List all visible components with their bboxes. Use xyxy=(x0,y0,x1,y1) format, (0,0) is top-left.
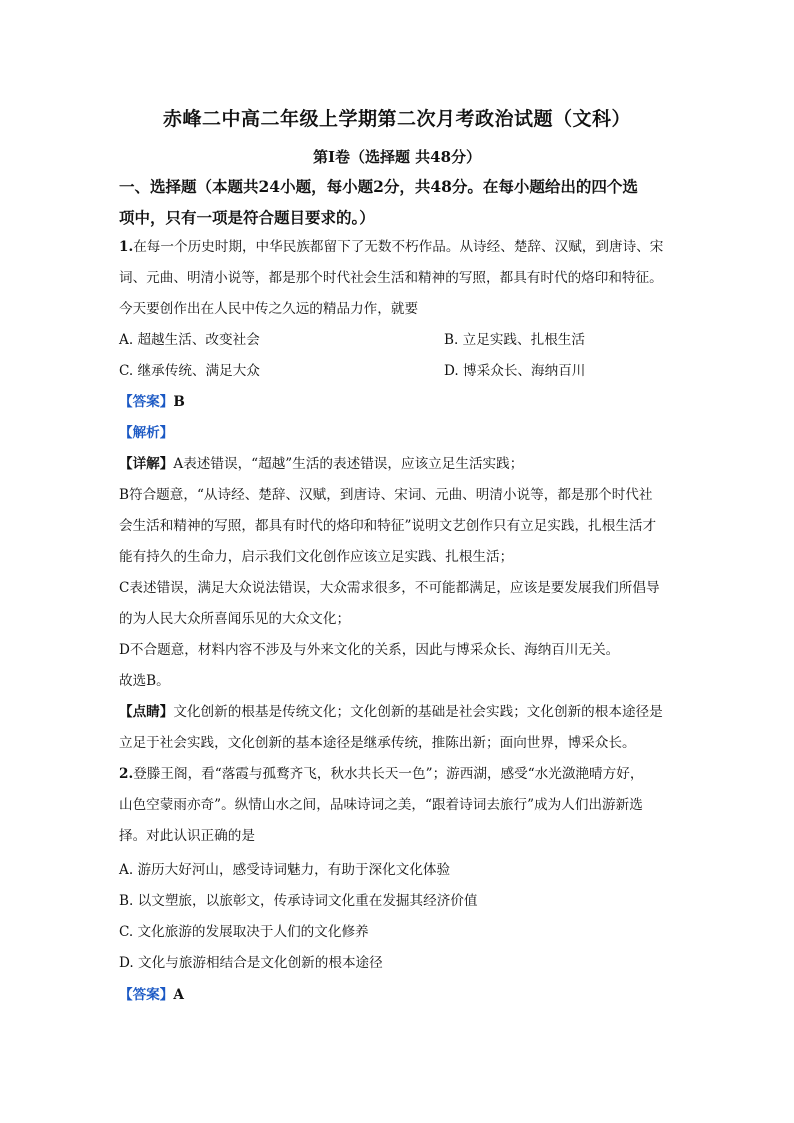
question-1-detail xyxy=(119,449,679,759)
question-1-analysis-tag: 【解析】 xyxy=(119,425,174,441)
detail-tag: 【详解】 xyxy=(119,456,174,472)
question-2-line-1: 2.登滕王阁，看“落霞与孤鹜齐飞，秋水共长天一色”；游西湖，感受“水光潋滟晴方好， xyxy=(119,766,644,782)
question-2-option-c: C. 文化旅游的发展取决于人们的文化修养 xyxy=(119,924,369,940)
question-1-answer xyxy=(119,387,679,418)
question-2-option-a: A. 游历大好河山，感受诗词魅力，有助于深化文化体验 xyxy=(119,862,451,878)
answer-value: A xyxy=(173,987,184,1003)
page-subtitle: 第Ⅰ卷（选择题 共48分） xyxy=(312,148,482,166)
question-1-option-b: B. 立足实践、扎根生活 xyxy=(444,332,585,348)
question-1-option-c: C. 继承传统、满足大众 xyxy=(119,363,260,379)
question-1-option-a: A. 超越生活、改变社会 xyxy=(119,332,260,348)
point-line-2: 立足于社会实践，文化创新的基本途径是继承传统，推陈出新；面向世界，博采众长。 xyxy=(119,735,636,751)
answer-tag: 【答案】 xyxy=(119,987,174,1003)
question-2-option-b: B. 以文塑旅，以旅彰文，传承诗词文化重在发掘其经济价值 xyxy=(119,893,478,909)
question-2-number: 2. xyxy=(119,766,134,782)
detail-line-7: D不合题意，材料内容不涉及与外来文化的关系，因此与博采众长、海纳百川无关。 xyxy=(119,642,620,658)
question-1-options-row-2 xyxy=(119,356,679,387)
question-2-line-3: 择。对此认识正确的是 xyxy=(119,828,255,844)
question-2-line-2: 山色空蒙雨亦奇”。纵情山水之间，品味诗词之美，“跟着诗词去旅行”成为人们出游新选 xyxy=(119,797,643,813)
question-1-stem xyxy=(119,232,679,325)
point-tag: 【点睛】 xyxy=(119,704,174,720)
detail-line-8: 故选B。 xyxy=(119,673,170,689)
detail-line-1: 【详解】A表述错误，“超越”生活的表述错误，应该立足生活实践； xyxy=(119,456,524,472)
question-2-option-d: D. 文化与旅游相结合是文化创新的根本途径 xyxy=(119,955,383,971)
answer-tag: 【答案】 xyxy=(119,394,174,410)
section-heading xyxy=(119,171,679,233)
detail-line-5: C表述错误，满足大众说法错误，大众需求很多，不可能都满足，应该是要发展我们所倡导 xyxy=(119,580,660,596)
question-2-stem xyxy=(119,759,679,852)
answer-value: B xyxy=(173,394,185,410)
question-1-line-1: 1.在每一个历史时期，中华民族都留下了无数不朽作品。从诗经、楚辞、汉赋，到唐诗、宋 xyxy=(119,239,664,255)
question-1-line-3: 今天要创作出在人民中传之久远的精品力作，就要 xyxy=(119,301,419,317)
detail-line-6: 的为人民大众所喜闻乐见的大众文化； xyxy=(119,611,351,627)
question-1-number: 1. xyxy=(119,239,134,255)
detail-line-4: 能有持久的生命力，启示我们文化创作应该立足实践、扎根生活； xyxy=(119,549,514,565)
question-1-option-d: D. 博采众长、海纳百川 xyxy=(444,363,586,379)
section-heading-line-1: 一、选择题（本题共24小题，每小题2分，共48分。在每小题给出的四个选 xyxy=(119,177,638,196)
page-title: 赤峰二中高二年级上学期第二次月考政治试题（文科） xyxy=(162,108,631,130)
question-2-answer xyxy=(119,980,679,1011)
detail-line-3: 会生活和精神的写照，都具有时代的烙印和特征”说明文艺创作只有立足实践，扎根生活才 xyxy=(119,518,657,534)
question-1-line-2: 词、元曲、明清小说等，都是那个时代社会生活和精神的写照，都具有时代的烙印和特征。 xyxy=(119,270,663,286)
question-1-options-row-1 xyxy=(119,325,679,356)
point-line-1: 【点睛】文化创新的根基是传统文化；文化创新的基础是社会实践；文化创新的根本途径是 xyxy=(119,704,663,720)
detail-line-2: B符合题意，“从诗经、楚辞、汉赋，到唐诗、宋词、元曲、明清小说等，都是那个时代社 xyxy=(119,487,653,503)
section-heading-line-2: 项中，只有一项是符合题目要求的。） xyxy=(119,208,375,227)
